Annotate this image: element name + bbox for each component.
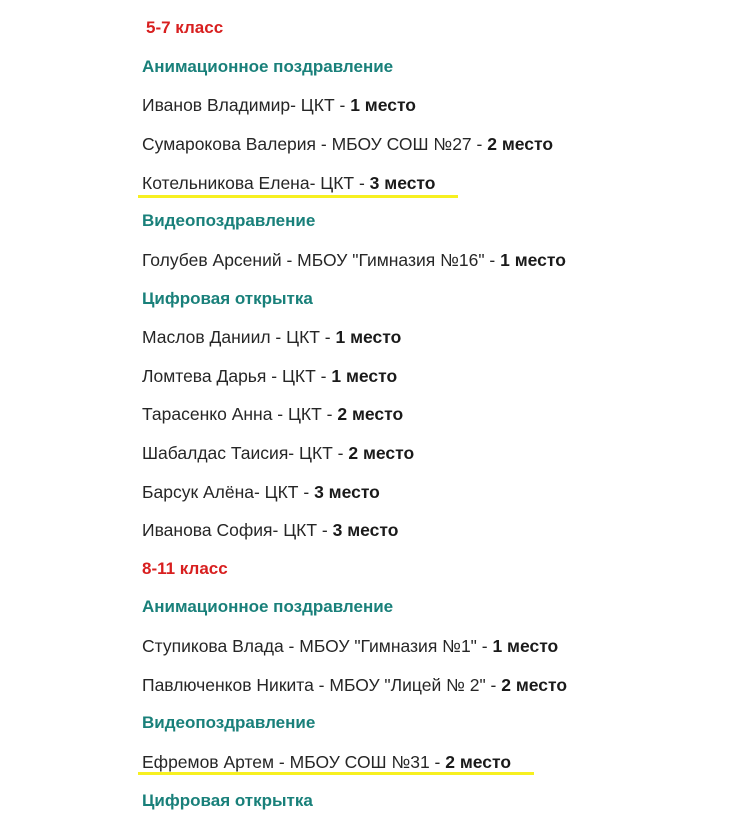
- result-entry: [142, 94, 416, 116]
- place-text: 2 место: [501, 675, 568, 695]
- place-text: 1 место: [350, 95, 416, 115]
- participant-text: Маслов Даниил - ЦКТ -: [142, 327, 336, 347]
- participant-text: Ефремов Артем - МБОУ СОШ №31 -: [142, 752, 446, 772]
- place-text: 1 место: [331, 366, 398, 386]
- participant-text: Ступикова Влада - МБОУ "Гимназия №1" -: [142, 636, 493, 656]
- result-entry: [142, 326, 401, 348]
- place-text: 2 место: [445, 752, 512, 772]
- category-heading: Цифровая открытка: [142, 289, 313, 308]
- participant-text: Шабалдас Таисия- ЦКТ -: [142, 443, 349, 463]
- participant-text: Тарасенко Анна - ЦКТ -: [142, 404, 338, 424]
- result-entry: [142, 249, 566, 271]
- result-entry: [142, 133, 553, 155]
- category-heading: Анимационное поздравление: [142, 57, 394, 76]
- result-entry: [142, 365, 397, 387]
- place-text: 3 место: [314, 482, 380, 502]
- category-heading: Видеопоздравление: [142, 713, 316, 732]
- highlight-underline: [138, 772, 534, 775]
- place-text: 2 место: [337, 404, 404, 424]
- result-entry: [142, 635, 558, 657]
- grade-heading: 5-7 класс: [146, 18, 224, 37]
- place-text: 3 место: [369, 173, 436, 193]
- participant-text: Павлюченков Никита - МБОУ "Лицей № 2" -: [142, 675, 502, 695]
- category-heading: Видеопоздравление: [142, 211, 316, 230]
- participant-text: Котельникова Елена- ЦКТ -: [142, 173, 370, 193]
- participant-text: Ломтева Дарья - ЦКТ -: [142, 366, 332, 386]
- place-text: 1 место: [500, 250, 566, 270]
- participant-text: Иванов Владимир- ЦКТ -: [142, 95, 351, 115]
- place-text: 1 место: [335, 327, 402, 347]
- highlight-underline: [138, 195, 458, 198]
- result-entry: [142, 172, 435, 194]
- participant-text: Сумарокова Валерия - МБОУ СОШ №27 -: [142, 134, 488, 154]
- participant-text: Барсук Алёна- ЦКТ -: [142, 482, 315, 502]
- place-text: 2 место: [487, 134, 554, 154]
- result-entry: [142, 674, 567, 696]
- participant-text: Иванова София- ЦКТ -: [142, 520, 333, 540]
- result-entry: [142, 751, 511, 773]
- result-entry: [142, 403, 403, 425]
- result-entry: [142, 519, 398, 541]
- grade-heading: 8-11 класс: [142, 559, 228, 578]
- place-text: 2 место: [348, 443, 415, 463]
- result-entry: [142, 442, 414, 464]
- category-heading: Анимационное поздравление: [142, 597, 394, 616]
- result-entry: [142, 481, 380, 503]
- place-text: 1 место: [492, 636, 559, 656]
- place-text: 3 место: [332, 520, 399, 540]
- participant-text: Голубев Арсений - МБОУ "Гимназия №16" -: [142, 250, 501, 270]
- category-heading: Цифровая открытка: [142, 791, 313, 810]
